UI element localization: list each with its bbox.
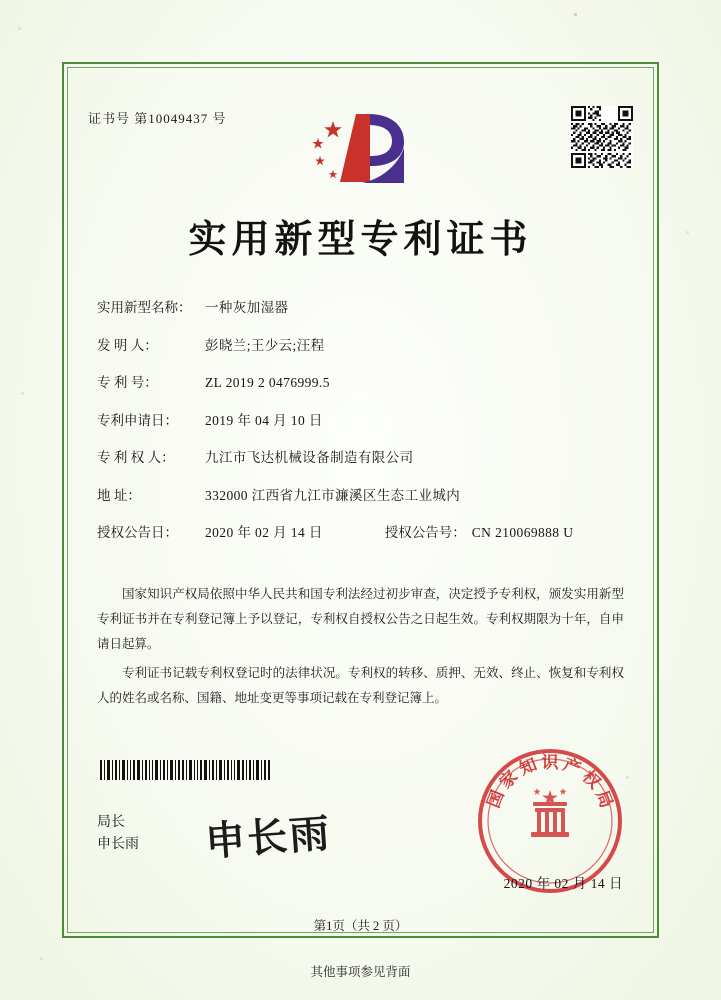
field-label-address: 地 址：: [97, 487, 141, 503]
field-value-application-date: 2019 年 04 月 10 日: [205, 412, 323, 428]
scan-speckle: [574, 13, 577, 16]
field-label-patent-no: 专 利 号：: [97, 375, 158, 390]
field-label-inventor: 发 明 人：: [97, 337, 158, 353]
svg-text:产: 产: [560, 754, 584, 780]
svg-text:局: 局: [591, 787, 617, 811]
field-row-grant: [97, 521, 624, 541]
svg-text:家: 家: [495, 766, 523, 794]
patent-office-logo: [300, 108, 428, 188]
signoff-name: 申长雨: [97, 836, 139, 852]
field-value-grant-date: 2020 年 02 月 14 日: [205, 525, 323, 540]
scan-speckle: [21, 392, 24, 395]
signoff-title: 局长: [97, 815, 125, 830]
svg-text:权: 权: [577, 766, 605, 794]
svg-text:知: 知: [516, 754, 540, 780]
scan-speckle: [18, 27, 21, 30]
field-label-application-date: 专利申请日：: [97, 412, 178, 428]
field-row: [97, 484, 624, 504]
field-value-address: 332000 江西省九江市濂溪区生态工业城内: [205, 487, 461, 503]
seal-date: 2020 年 02 月 14 日: [503, 876, 623, 891]
field-value-name: 一种灰加湿器: [205, 300, 289, 315]
svg-text:识: 识: [541, 753, 559, 773]
field-value-inventor: 彭晓兰;王少云;汪程: [205, 337, 325, 353]
svg-text:国: 国: [483, 787, 509, 811]
qr-code: [571, 106, 633, 168]
field-label-grant-date: 授权公告日：: [97, 525, 178, 540]
legal-paragraph-1: 国家知识产权局依照中华人民共和国专利法经过初步审查，决定授予专利权，颁发实用新型专利证书并在专利登记簿上予以登记，专利权自授权公告之日起生效。专利权期限为十年，自申请日起算。: [97, 587, 624, 651]
field-label-grant-no: 授权公告号：: [384, 525, 466, 540]
field-list: [97, 296, 624, 559]
field-row: [97, 334, 624, 354]
footer-note: 其他事项参见背面: [310, 965, 411, 979]
legal-text: [97, 582, 624, 715]
page-number: 第1页（共 2 页）: [313, 919, 408, 933]
legal-paragraph-2: 专利证书记载专利权登记时的法律状况。专利权的转移、质押、无效、终止、恢复和专利权人的姓名或名称、国籍、地址变更等事项记载在专利登记簿上。: [97, 666, 624, 705]
page-title: 实用新型专利证书: [188, 216, 533, 261]
field-value-patent-no: ZL 2019 2 0476999.5: [205, 375, 330, 390]
barcode: [100, 760, 270, 780]
scan-speckle: [40, 957, 43, 960]
field-row: [97, 371, 624, 391]
field-row: [97, 296, 624, 316]
field-label-patentee: 专 利 权 人：: [97, 450, 175, 465]
handwritten-signature: 申长雨: [203, 809, 333, 866]
signoff-block: [97, 812, 139, 855]
certificate-number: 证书号 第10049437 号: [88, 111, 227, 126]
field-label-name: 实用新型名称：: [97, 300, 192, 315]
field-row: [97, 446, 624, 466]
field-value-patentee: 九江市飞达机械设备制造有限公司: [205, 450, 414, 465]
field-row: [97, 409, 624, 429]
field-value-grant-no: CN 210069888 U: [471, 525, 574, 540]
